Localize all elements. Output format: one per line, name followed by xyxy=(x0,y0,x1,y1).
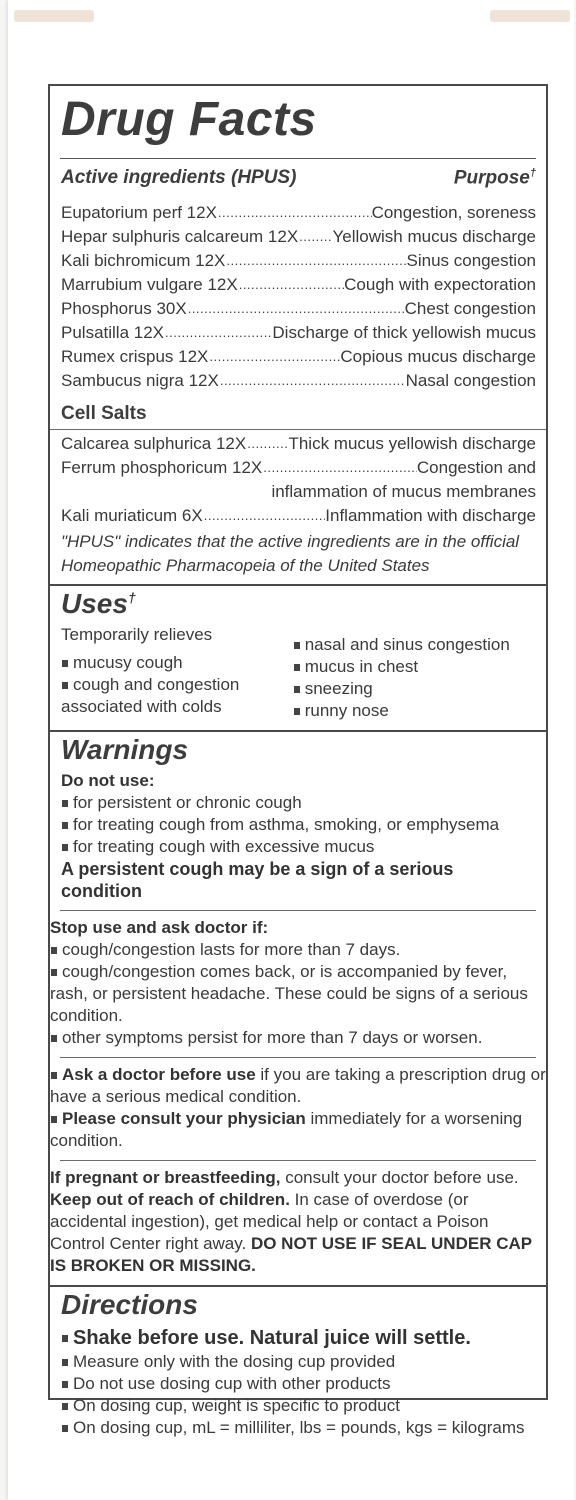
ingredient-row: Pulsatilla 12X ..... Discharge of thick yellowish mucus xyxy=(61,321,536,345)
uses-list xyxy=(61,624,536,730)
cell-salt-row: Calcarea sulphurica 12X ..... Thick mucus yellowish discharge xyxy=(61,432,536,456)
uses-section xyxy=(50,586,546,730)
directions-lead: Shake before use. Natural juice will settle. xyxy=(61,1325,536,1351)
use-item-continued: associated with colds xyxy=(61,697,222,716)
use-item: nasal and sinus congestion xyxy=(293,634,536,656)
active-ingredients-header xyxy=(61,159,536,193)
cell-salts-heading: Cell Salts xyxy=(61,403,147,424)
use-item: cough and congestion xyxy=(61,674,293,696)
stop-use-label: Stop use and ask doctor if: xyxy=(50,918,269,937)
active-ingredients-section xyxy=(50,159,546,584)
hpus-note: "HPUS" indicates that the active ingredients are in the official Homeopathic Pharmacopeia of the United States xyxy=(61,532,520,575)
ask-doctor-item: Ask a doctor before use if you are taking a prescription drug or have a serious medical condition. xyxy=(50,1065,546,1106)
directions-heading: Directions xyxy=(61,1289,198,1320)
cell-salt-row: Ferrum phosphoricum 12X ..... Congestion and xyxy=(61,456,536,480)
cell-salt-row: Kali muriaticum 6X ..... Inflammation with discharge xyxy=(61,504,536,528)
ingredient-row: Sambucus nigra 12X ..... Nasal congestion xyxy=(61,369,536,393)
direction-item: On dosing cup, mL = milliliter, lbs = pounds, kgs = kilograms xyxy=(61,1417,536,1439)
uses-heading: Uses† xyxy=(61,588,136,619)
direction-item: On dosing cup, weight is specific to product xyxy=(61,1395,536,1417)
drug-facts-panel xyxy=(48,84,548,1437)
drug-facts-title: Drug Facts xyxy=(61,93,317,146)
stop-item: cough/congestion comes back, or is accompanied by fever, rash, or persistent headache. These could be signs of a serious condition. xyxy=(50,961,546,1027)
use-item: sneezing xyxy=(293,678,536,700)
warnings-heading: Warnings xyxy=(61,734,189,765)
pregnant-text: consult your doctor before use. xyxy=(280,1168,519,1187)
keep-out-label: Keep out of reach of children. xyxy=(50,1190,290,1209)
ask-doctor-block xyxy=(50,1058,546,1160)
purpose-heading: Purpose† xyxy=(453,167,536,189)
direction-item: Measure only with the dosing cup provided xyxy=(61,1351,536,1373)
warning-item: for treating cough with excessive mucus xyxy=(61,836,536,858)
active-ingredients-heading: Active ingredients (HPUS) xyxy=(61,167,297,188)
flap-tab-right xyxy=(490,10,570,22)
do-not-use-label: Do not use: xyxy=(61,771,155,790)
uses-intro: Temporarily relieves xyxy=(61,625,213,644)
pregnant-label: If pregnant or breastfeeding, xyxy=(50,1168,281,1187)
warnings-section xyxy=(50,732,546,910)
flap-tab-left xyxy=(14,10,94,22)
ingredient-row: Phosphorus 30X ..... Chest congestion xyxy=(61,297,536,321)
ingredient-list xyxy=(61,201,536,393)
pregnancy-block xyxy=(50,1161,546,1285)
keep-out-text: In case of overdose (or accidental ingestion), get medical help or contact a Poison Control Center right away. xyxy=(50,1190,489,1253)
persistent-cough-warning: A persistent cough may be a sign of a serious condition xyxy=(61,859,454,901)
warning-item: for persistent or chronic cough xyxy=(61,792,536,814)
stop-item: other symptoms persist for more than 7 days or worsen. xyxy=(50,1027,546,1049)
ingredient-row: Marrubium vulgare 12X ..... Cough with expectoration xyxy=(61,273,536,297)
direction-item: Do not use dosing cup with other products xyxy=(61,1373,536,1395)
ingredient-row: Hepar sulphuris calcareum 12X ..... Yellowish mucus discharge xyxy=(61,225,536,249)
warning-item: for treating cough from asthma, smoking, or emphysema xyxy=(61,814,536,836)
ingredient-row: Eupatorium perf 12X ..... Congestion, soreness xyxy=(61,201,536,225)
cell-salt-row-continued: inflammation of mucus membranes xyxy=(271,482,536,501)
ingredient-row: Kali bichromicum 12X ..... Sinus congestion xyxy=(61,249,536,273)
use-item: mucus in chest xyxy=(293,656,536,678)
use-item: runny nose xyxy=(293,700,536,722)
cell-salts-list xyxy=(61,430,536,528)
use-item: mucusy cough xyxy=(61,652,293,674)
stop-use-block xyxy=(50,911,546,1057)
seal-warning: DO NOT USE IF SEAL UNDER CAP IS BROKEN OR MISSING. xyxy=(50,1234,532,1275)
stop-item: cough/congestion lasts for more than 7 days. xyxy=(50,939,546,961)
ingredient-row: Rumex crispus 12X ..... Copious mucus discharge xyxy=(61,345,536,369)
directions-section xyxy=(50,1287,546,1439)
consult-physician-item: Please consult your physician immediately for a worsening condition. xyxy=(50,1108,546,1152)
